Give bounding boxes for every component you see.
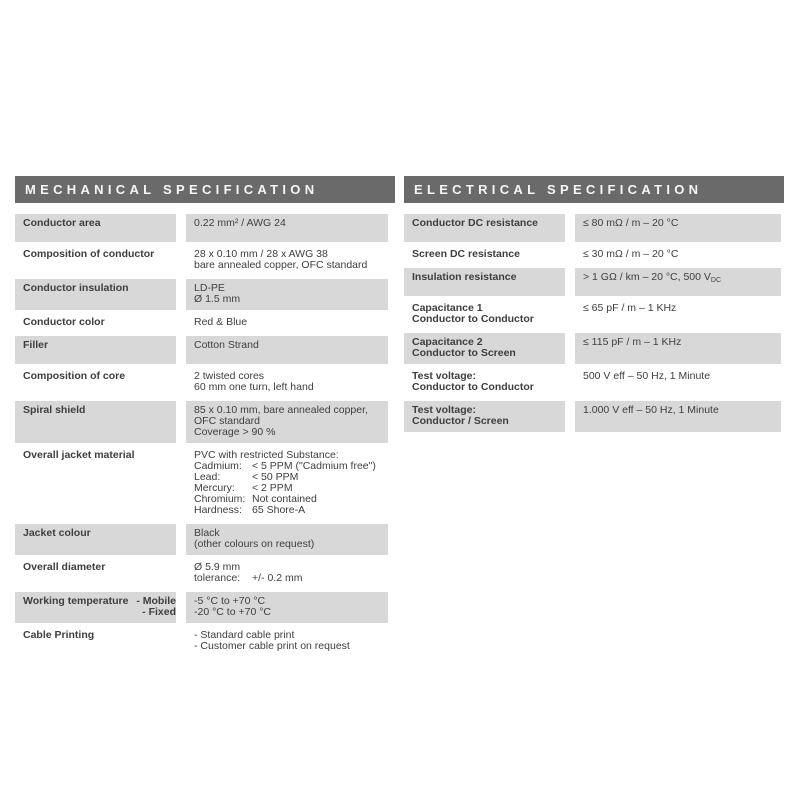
row-label-sublabels: [136, 596, 176, 618]
value-line: [583, 272, 777, 286]
value-text: 0.22 mm² / AWG 24: [194, 217, 286, 229]
spec-row: [15, 592, 388, 623]
column-gutter: [565, 214, 575, 242]
row-label-text: [23, 218, 101, 237]
value-text: - Standard cable print: [194, 629, 295, 641]
value-line: [194, 317, 384, 328]
column-gutter: [176, 313, 186, 333]
value-line: [194, 294, 384, 305]
value-line: [583, 218, 777, 229]
row-label: [15, 626, 176, 657]
row-label: [404, 214, 565, 242]
spec-row: [15, 446, 388, 521]
row-value: [575, 268, 781, 296]
row-label-text: [23, 630, 94, 652]
column-gutter: [176, 245, 186, 276]
column-gutter: [176, 367, 186, 398]
row-value: [186, 558, 388, 589]
row-value: [186, 446, 388, 521]
spec-sheet: [15, 176, 784, 660]
value-text: Cotton Strand: [194, 339, 259, 351]
row-label-text: [412, 303, 534, 325]
row-value: [575, 245, 781, 265]
label-line: Conductor / Screen: [412, 415, 509, 427]
value-line: [194, 607, 384, 618]
value-key: Mercury:: [194, 482, 235, 494]
row-label-text: [23, 450, 135, 516]
value-line: [194, 573, 384, 584]
row-label-text: [23, 528, 91, 550]
value-text: OFC standard: [194, 415, 260, 427]
row-label-text: [23, 371, 125, 393]
value-line: [194, 340, 384, 351]
label-subline: - Fixed: [142, 606, 176, 618]
label-line: Conductor color: [23, 316, 105, 328]
row-label: [15, 214, 176, 242]
table-title-bar: [15, 176, 395, 203]
value-key: Lead:: [194, 471, 221, 483]
row-label-text: [412, 272, 516, 291]
mechanical-specification-table: [15, 176, 395, 660]
row-value: [186, 214, 388, 242]
column-gutter: [176, 592, 186, 623]
value-line: [194, 218, 384, 229]
value-line: [194, 539, 384, 550]
value-text: ≤ 65 pF / m – 1 KHz: [583, 302, 677, 314]
value-key: Cadmium:: [194, 460, 242, 472]
row-label-text: [412, 337, 516, 359]
column-gutter: [176, 446, 186, 521]
value-text: Ø 1.5 mm: [194, 293, 241, 305]
spec-row: [15, 313, 388, 333]
row-label-text: [412, 405, 509, 427]
row-label: [15, 558, 176, 589]
column-gutter: [565, 245, 575, 265]
label-line: Conductor to Conductor: [412, 313, 534, 325]
value-line: [583, 371, 777, 382]
row-label: [404, 268, 565, 296]
row-label: [15, 446, 176, 521]
unit-subscript: DC: [710, 277, 722, 284]
column-gutter: [176, 214, 186, 242]
row-label-text: [23, 562, 105, 584]
spec-row: [404, 299, 781, 330]
column-gutter: [176, 336, 186, 364]
spec-row: [404, 214, 781, 242]
value-text: (other colours on request): [194, 538, 315, 550]
label-line: Screen DC resistance: [412, 248, 520, 260]
label-line: Test voltage:: [412, 370, 476, 382]
spec-row: [15, 214, 388, 242]
row-label-text: [23, 317, 105, 328]
value-line: [194, 382, 384, 393]
spec-row: [404, 268, 781, 296]
row-label-text: [23, 405, 85, 438]
row-label: [404, 367, 565, 398]
label-line: Conductor to Conductor: [412, 381, 534, 393]
row-label-text: [23, 283, 129, 305]
row-value: [186, 245, 388, 276]
column-gutter: [176, 626, 186, 657]
value-text: Ø 5.9 mm: [194, 561, 241, 573]
value-text: Coverage > 90 %: [194, 426, 276, 438]
spec-row: [404, 367, 781, 398]
spec-row: [404, 245, 781, 265]
value-line: [194, 641, 384, 652]
row-value: [186, 626, 388, 657]
value-text: - Customer cable print on request: [194, 640, 350, 652]
row-label: [15, 336, 176, 364]
spec-row: [15, 245, 388, 276]
label-line: Conductor area: [23, 217, 101, 229]
spec-row: [15, 367, 388, 398]
row-label: [404, 299, 565, 330]
value-text: ≤ 80 mΩ / m – 20 °C: [583, 217, 679, 229]
row-label-text: [412, 218, 538, 237]
value-line: [194, 427, 384, 438]
value-text: 60 mm one turn, left hand: [194, 381, 314, 393]
table-title: ELECTRICAL SPECIFICATION: [414, 182, 703, 197]
value-line: [194, 260, 384, 271]
value-text: > 1 GΩ / km – 20 °C, 500 V: [583, 271, 711, 283]
electrical-specification-table: [404, 176, 784, 660]
value-line: [194, 505, 384, 516]
label-line: Conductor insulation: [23, 282, 129, 294]
value-text: < 2 PPM: [252, 482, 293, 494]
row-value: [186, 336, 388, 364]
label-line: Overall jacket material: [23, 449, 135, 461]
value-text: 500 V eff – 50 Hz, 1 Minute: [583, 370, 711, 382]
row-value: [575, 401, 781, 432]
row-label: [404, 333, 565, 364]
label-line: Jacket colour: [23, 527, 91, 539]
value-text: bare annealed copper, OFC standard: [194, 259, 368, 271]
row-label-text: [23, 340, 48, 359]
row-value: [186, 592, 388, 623]
row-label-text: [412, 371, 534, 393]
row-value: [186, 524, 388, 555]
row-label: [404, 401, 565, 432]
column-gutter: [565, 333, 575, 364]
row-label: [15, 313, 176, 333]
value-key: tolerance:: [194, 572, 241, 584]
row-label: [404, 245, 565, 265]
label-line: Spiral shield: [23, 404, 86, 416]
row-label-text: [23, 596, 128, 618]
spec-row: [15, 524, 388, 555]
label-line: Filler: [23, 339, 49, 351]
value-key: Hardness:: [194, 504, 242, 516]
table-rows: [15, 214, 388, 657]
column-gutter: [176, 279, 186, 310]
value-text: Red & Blue: [194, 316, 248, 328]
column-gutter: [176, 558, 186, 589]
column-gutter: [176, 524, 186, 555]
value-line: [583, 405, 777, 416]
row-value: [575, 214, 781, 242]
value-text: PVC with restricted Substance:: [194, 449, 339, 461]
row-value: [186, 313, 388, 333]
row-value: [575, 367, 781, 398]
value-text: ≤ 30 mΩ / m – 20 °C: [583, 248, 679, 260]
table-rows: [404, 214, 781, 432]
row-label: [15, 401, 176, 443]
row-value: [186, 401, 388, 443]
value-key: Chromium:: [194, 493, 246, 505]
value-text: Not contained: [252, 493, 317, 505]
value-line: [583, 249, 777, 260]
value-text: 85 x 0.10 mm, bare annealed copper,: [194, 404, 368, 416]
column-gutter: [176, 401, 186, 443]
table-title: MECHANICAL SPECIFICATION: [25, 182, 319, 197]
value-text: Black: [194, 527, 220, 539]
spec-row: [15, 626, 388, 657]
table-title-bar: [404, 176, 784, 203]
value-text: 1.000 V eff – 50 Hz, 1 Minute: [583, 404, 719, 416]
value-text: ≤ 115 pF / m – 1 KHz: [583, 336, 682, 348]
value-text: 28 x 0.10 mm / 28 x AWG 38: [194, 248, 328, 260]
value-text: 2 twisted cores: [194, 370, 265, 382]
row-value: [575, 333, 781, 364]
value-text: 65 Shore-A: [252, 504, 306, 516]
spec-row: [404, 333, 781, 364]
value-text: LD-PE: [194, 282, 225, 294]
label-subline: - Mobile: [136, 595, 176, 607]
value-text: < 50 PPM: [252, 471, 299, 483]
label-line: Capacitance 2: [412, 336, 483, 348]
value-text: -5 °C to +70 °C: [194, 595, 266, 607]
column-gutter: [565, 367, 575, 398]
value-text: -20 °C to +70 °C: [194, 606, 271, 618]
row-value: [186, 367, 388, 398]
value-text: +/- 0.2 mm: [252, 572, 303, 584]
row-label: [15, 245, 176, 276]
column-gutter: [565, 299, 575, 330]
row-label-text: [23, 249, 154, 271]
label-line: Composition of conductor: [23, 248, 155, 260]
spec-row: [15, 279, 388, 310]
label-line: Conductor DC resistance: [412, 217, 539, 229]
label-line: Capacitance 1: [412, 302, 483, 314]
spec-row: [15, 401, 388, 443]
row-label-text: [412, 249, 520, 260]
row-label: [15, 367, 176, 398]
column-gutter: [565, 401, 575, 432]
label-line: Cable Printing: [23, 629, 95, 641]
value-line: [583, 303, 777, 314]
label-line: Composition of core: [23, 370, 126, 382]
spec-row: [404, 401, 781, 432]
row-label: [15, 592, 176, 623]
row-value: [575, 299, 781, 330]
spec-row: [15, 558, 388, 589]
value-text: < 5 PPM ("Cadmium free"): [252, 460, 376, 472]
column-gutter: [565, 268, 575, 296]
row-label: [15, 279, 176, 310]
spec-row: [15, 336, 388, 364]
label-line: Conductor to Screen: [412, 347, 516, 359]
value-line: [583, 337, 777, 348]
label-line: Insulation resistance: [412, 271, 517, 283]
row-value: [186, 279, 388, 310]
row-label: [15, 524, 176, 555]
label-line: Overall diameter: [23, 561, 106, 573]
label-line: Working temperature: [23, 595, 129, 607]
label-line: Test voltage:: [412, 404, 476, 416]
